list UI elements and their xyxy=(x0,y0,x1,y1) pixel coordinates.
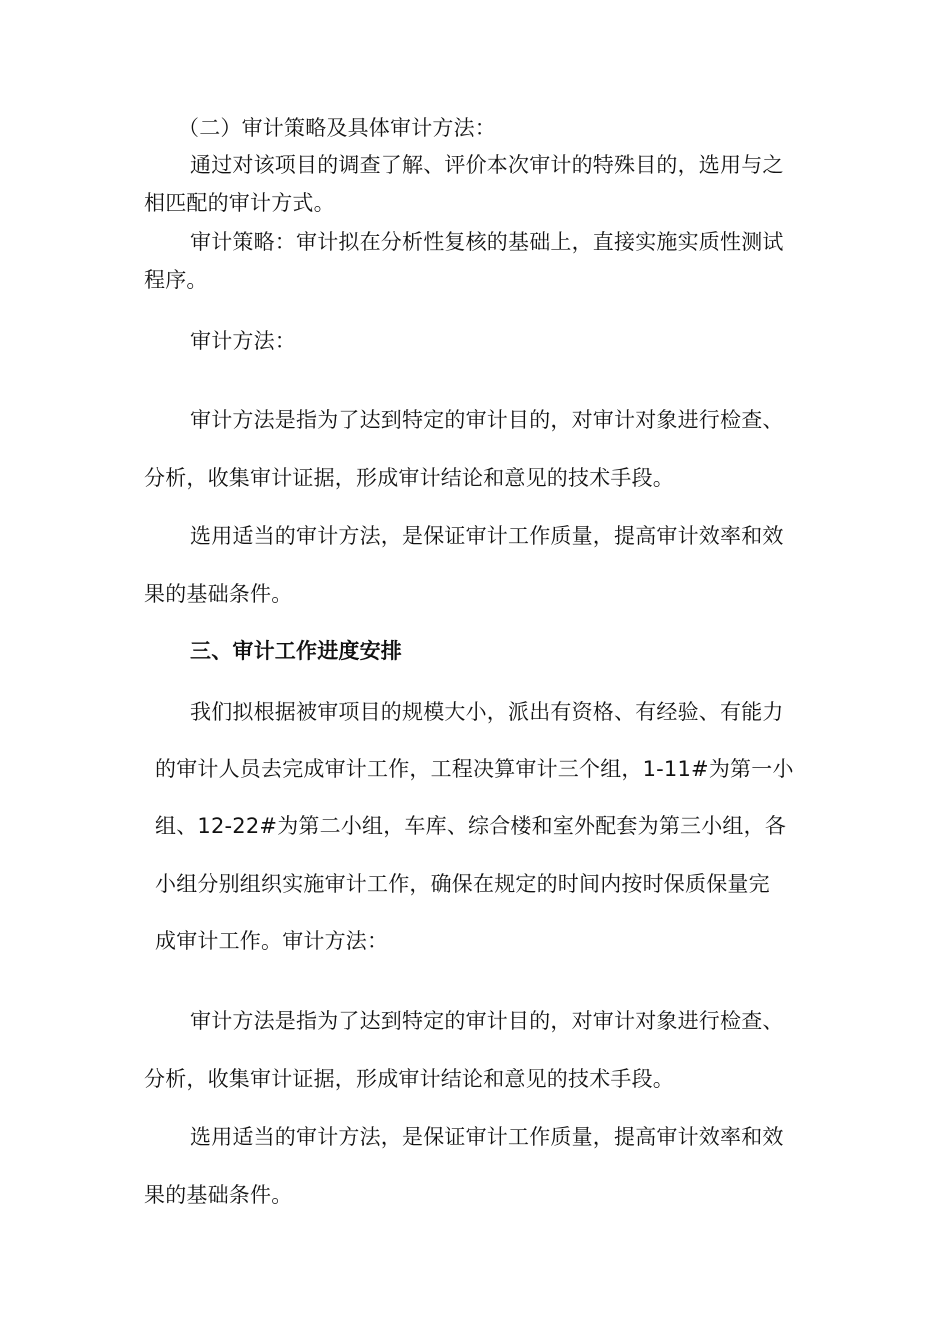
method-choice-repeat-line-2: 果的基础条件。 xyxy=(144,1183,293,1207)
method-definition-repeat-line-1: 审计方法是指为了达到特定的审计目的，对审计对象进行检查、 xyxy=(190,1009,784,1033)
schedule-line-1: 我们拟根据被审项目的规模大小，派出有资格、有经验、有能力 xyxy=(190,700,784,724)
method-choice-line-2: 果的基础条件。 xyxy=(144,582,293,606)
schedule-line-5: 成审计工作。审计方法： xyxy=(155,929,389,953)
section-3-heading: 三、审计工作进度安排 xyxy=(190,639,402,663)
schedule-line-4: 小组分别组织实施审计工作，确保在规定的时间内按时保质保量完 xyxy=(155,872,770,896)
method-choice-repeat-line-1: 选用适当的审计方法，是保证审计工作质量，提高审计效率和效 xyxy=(190,1125,784,1149)
strategy-line-2: 程序。 xyxy=(144,268,208,292)
method-choice-line-1: 选用适当的审计方法，是保证审计工作质量，提高审计效率和效 xyxy=(190,524,784,548)
method-label: 审计方法： xyxy=(190,329,296,353)
intro-line-2: 相匹配的审计方式。 xyxy=(144,191,335,215)
method-definition-line-2: 分析，收集审计证据，形成审计结论和意见的技术手段。 xyxy=(144,466,674,490)
subheading-strategy-methods: （二）审计策略及具体审计方法： xyxy=(178,116,496,140)
strategy-line-1: 审计策略：审计拟在分析性复核的基础上，直接实施实质性测试 xyxy=(190,230,784,254)
schedule-line-3: 组、12-22#为第二小组，车库、综合楼和室外配套为第三小组，各 xyxy=(155,814,787,838)
schedule-line-2: 的审计人员去完成审计工作，工程决算审计三个组，1-11#为第一小 xyxy=(155,757,794,781)
method-definition-repeat-line-2: 分析，收集审计证据，形成审计结论和意见的技术手段。 xyxy=(144,1067,674,1091)
method-definition-line-1: 审计方法是指为了达到特定的审计目的，对审计对象进行检查、 xyxy=(190,408,784,432)
intro-line-1: 通过对该项目的调查了解、评价本次审计的特殊目的，选用与之 xyxy=(190,153,784,177)
